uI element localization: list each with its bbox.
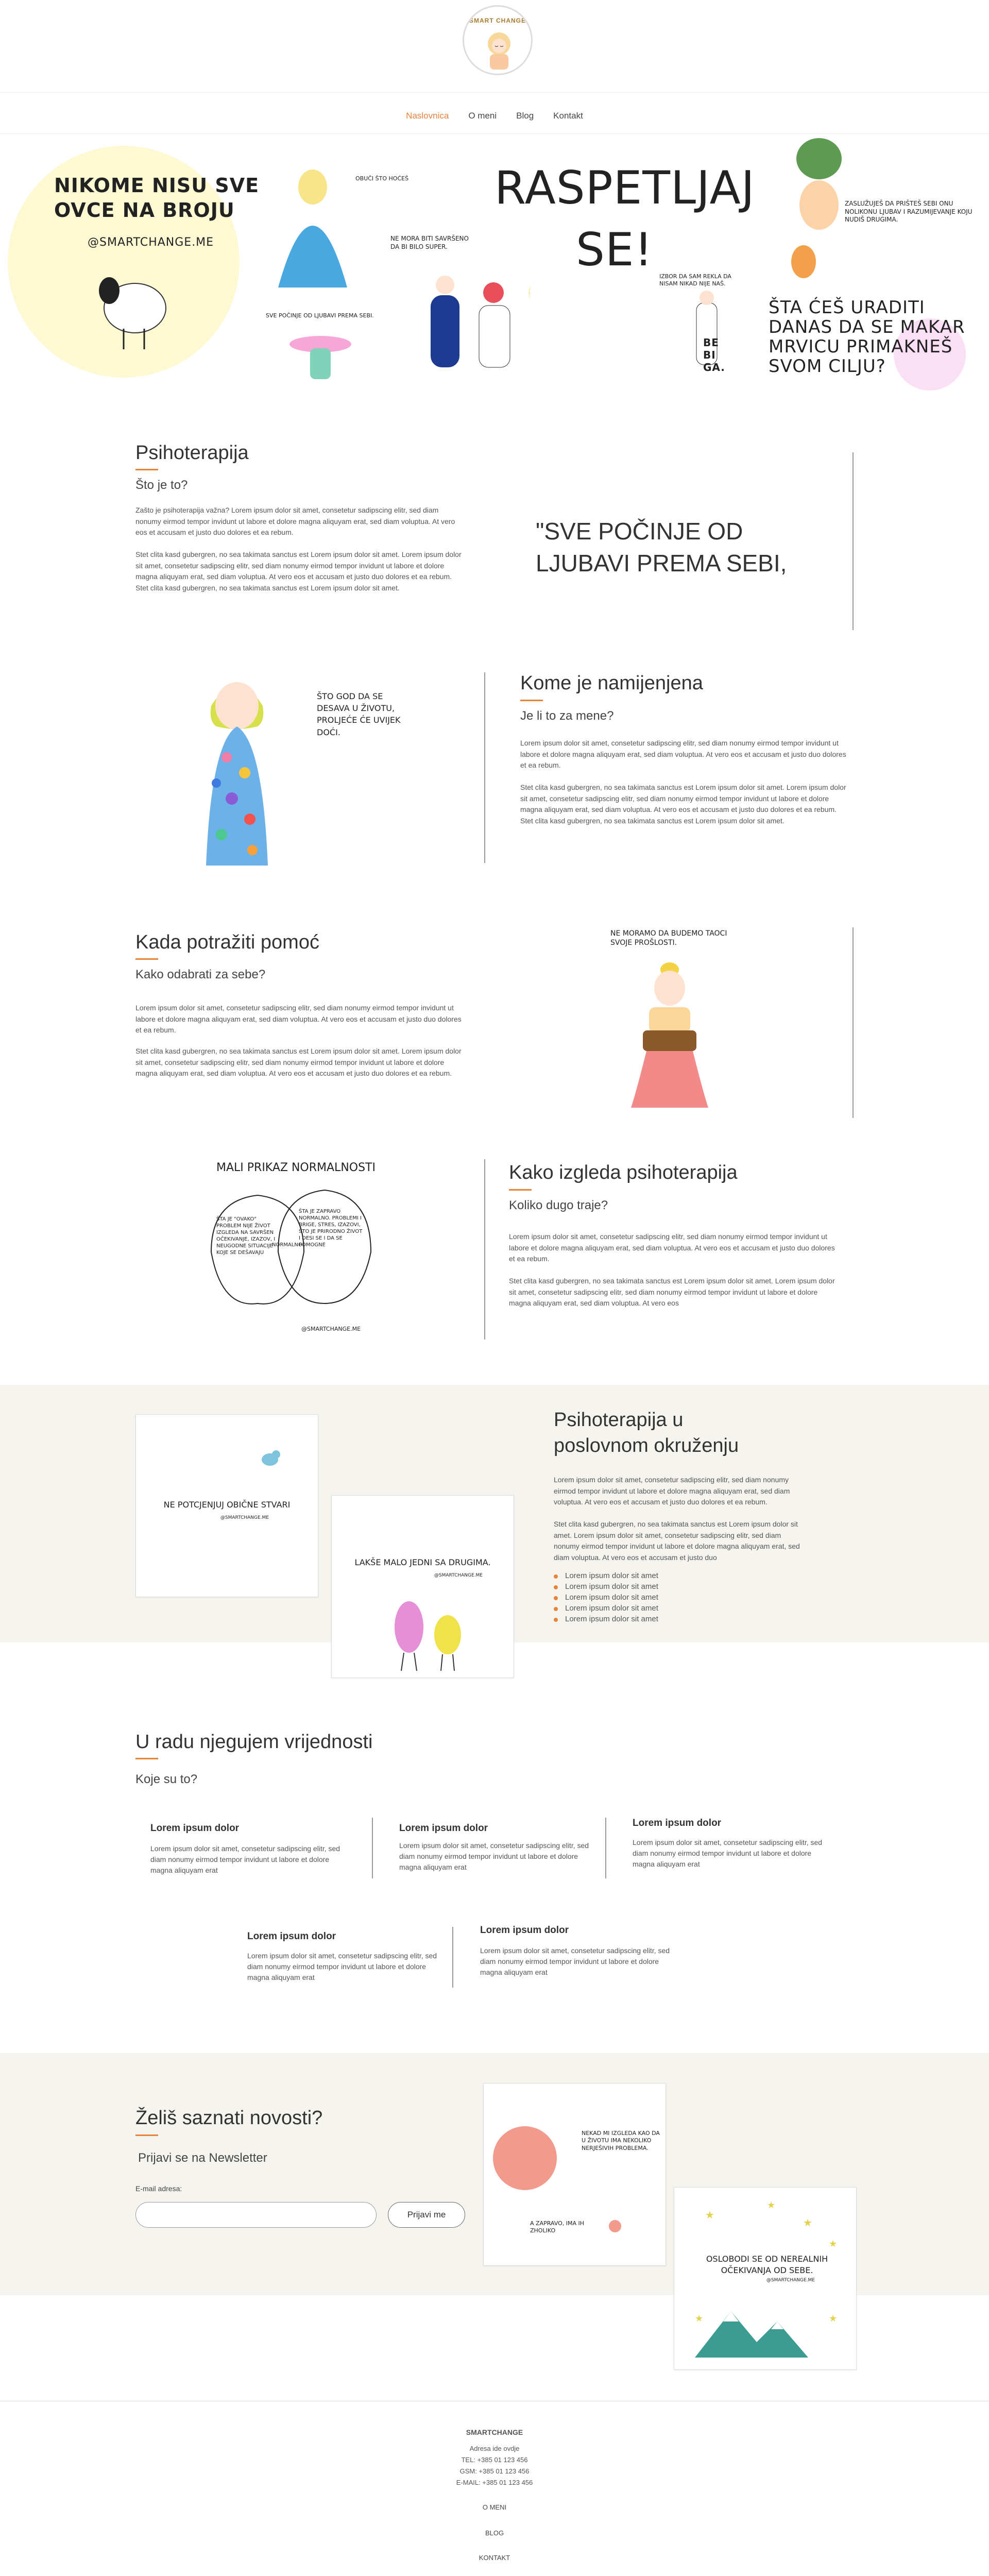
pomoc-accent (135, 958, 158, 960)
value-divider (452, 1927, 453, 1988)
footer (0, 2401, 989, 2576)
newsletter-card-1-bottom: A ZAPRAVO, IMA IH ZHOLIKO (530, 2220, 584, 2234)
poslovno-list-item: Lorem ipsum dolor sit amet (554, 1582, 760, 1591)
izgleda-accent (509, 1189, 532, 1191)
footer-address: Adresa ide ovdje (469, 2445, 520, 2452)
value-1-title: Lorem ipsum dolor (150, 1823, 240, 1834)
vrijednosti-accent (135, 1758, 158, 1759)
rope-girl-illustration (618, 958, 731, 1113)
footer-link-blog[interactable]: BLOG (485, 2529, 504, 2537)
banner-not-perfect: NE MORA BITI SAVRŠENO DA BI BILO SUPER. (390, 235, 469, 250)
izgleda-divider (484, 1159, 485, 1340)
poslovno-list-item: Lorem ipsum dolor sit amet (554, 1604, 760, 1613)
subscribe-button[interactable]: Prijavi me (388, 2202, 465, 2228)
namijenjena-p1: Lorem ipsum dolor sit amet, consetetur sadipscing elitr, sed diam nonumy eirmod tempor invidunt ut labore et dolore magna aliquyam erat, sed diam voluptua. At vero eos et accusam et justo duo dolores et ea rebum. (520, 739, 846, 770)
banner-dress-note: OBUČI ŠTO HOĆEŠ (355, 175, 409, 182)
nav-item-o-meni[interactable]: O meni (468, 110, 497, 121)
banner-heart-note: IZBOR DA SAM REKLA DA NISAM NIKAD NIJE NAŠ. (659, 273, 731, 287)
banner-sheep-handle: @SMARTCHANGE.ME (88, 236, 214, 249)
poslovno-list-item: Lorem ipsum dolor sit amet (554, 1615, 760, 1623)
izgleda-p2: Stet clita kasd gubergren, no sea takimata sanctus est Lorem ipsum dolor sit amet. Lorem ipsum dolor sit amet, consetetur sadipscing elitr, sed diam nonumy eirmod tempor invidunt ut labore et dolore magna aliquyam erat, sed diam voluptua. At vero eos (509, 1277, 835, 1308)
venn-handle: @SMARTCHANGE.ME (301, 1326, 361, 1332)
value-5-text: Lorem ipsum dolor sit amet, consetetur sadipscing elitr, sed diam nonumy eirmod tempor invidunt ut labore et dolore magna aliquyam erat (480, 1946, 670, 1976)
newsletter-card-1 (483, 2083, 666, 2266)
poslovno-card-2 (331, 1495, 514, 1678)
footer-link-kontakt[interactable]: KONTAKT (479, 2554, 510, 2562)
banner-love-note: SVE POČINJE OD LJUBAVI PREMA SEBI. (266, 312, 374, 319)
banner-be-big: BE BI GA. (703, 336, 725, 374)
namijenjena-title: Kome je namijenjena (520, 672, 703, 694)
vrijednosti-title: U radu njegujem vrijednosti (135, 1731, 373, 1753)
venn-left-text: ŠTA JE "OVAKO" PROBLEM NIJE ŽIVOT IZGLEDA NA SAVRŠEN OČEKIVANJE, IZAZOV, I NEUGODNE SITUACIJE KOJE SE DEŠAVAJU (216, 1216, 276, 1256)
newsletter-card-2-handle: @SMARTCHANGE.ME (766, 2278, 815, 2283)
value-3-text: Lorem ipsum dolor sit amet, consetetur sadipscing elitr, sed diam nonumy eirmod tempor invidunt ut labore et dolore magna aliquyam erat (633, 1838, 823, 1868)
psihoterapija-quote: "SVE POČINJE OD LJUBAVI PREMA SEBI, (536, 518, 787, 577)
banner-big-line1: RASPETLJAJ (494, 161, 755, 214)
izgleda-illustration-title: MALI PRIKAZ NORMALNOSTI (216, 1161, 376, 1174)
footer-gsm: GSM: +385 01 123 456 (459, 2467, 530, 2475)
value-divider (605, 1818, 606, 1878)
nav-item-blog[interactable]: Blog (516, 110, 534, 121)
header (0, 0, 989, 93)
psihoterapija-divider (852, 452, 854, 630)
flower-illustration-text: ŠTO GOD DA SE DESAVA U ŽIVOTU, PROLJEĆE ĆE UVIJEK DOĆI. (317, 691, 401, 737)
hero-banner (0, 138, 989, 396)
banner-sheep-line1: NIKOME NISU SVE (54, 174, 260, 197)
newsletter-title: Želiš saznati novosti? (135, 2107, 323, 2129)
poslovno-card-2-text: LAKŠE MALO JEDNI SA DRUGIMA. (354, 1557, 491, 1567)
poslovno-list-item: Lorem ipsum dolor sit amet (554, 1571, 760, 1580)
svg-text:★: ★ (695, 2313, 704, 2324)
email-label: E-mail adresa: (135, 2184, 182, 2193)
value-5-title: Lorem ipsum dolor (480, 1925, 569, 1936)
namijenjena-accent (520, 700, 543, 701)
bird-icon (254, 1443, 285, 1474)
psihoterapija-accent (135, 469, 158, 470)
value-4-text: Lorem ipsum dolor sit amet, consetetur sadipscing elitr, sed diam nonumy eirmod tempor invidunt ut labore et dolore magna aliquyam erat (247, 1952, 437, 1981)
footer-brand: SMARTCHANGE (466, 2428, 523, 2436)
footer-email: E-MAIL: +385 01 123 456 (456, 2479, 533, 2486)
email-input[interactable] (135, 2202, 377, 2228)
namijenjena-divider (484, 672, 485, 863)
poslovno-list (554, 1571, 760, 1625)
newsletter-accent (135, 2134, 158, 2136)
poslovno-p1: Lorem ipsum dolor sit amet, consetetur sadipscing elitr, sed diam nonumy eirmod tempor invidunt ut labore et dolore magna aliquyam erat, sed diam voluptua. At vero eos et accusam et justo duo dolores et ea rebum. (554, 1476, 790, 1506)
footer-tel: TEL: +385 01 123 456 (461, 2456, 528, 2464)
logo[interactable] (463, 5, 533, 75)
newsletter-card-1-text: NEKAD MI IZGLEDA KAO DA U ŽIVOTU IMA NEKOLIKO NERJEŠIVIH PROBLEMA. (582, 2130, 660, 2151)
poslovno-card-1-handle: @SMARTCHANGE.ME (220, 1515, 269, 1520)
value-divider (372, 1818, 373, 1878)
svg-text:★: ★ (829, 2313, 838, 2324)
newsletter-card-2-text: OSLOBODI SE OD NEREALNIH OČEKIVANJA OD SEBE. (706, 2254, 828, 2275)
footer-link-o-meni[interactable]: O MENI (482, 2503, 507, 2511)
psihoterapija-p1: Zašto je psihoterapija važna? Lorem ipsum dolor sit amet, consetetur sadipscing elitr, sed diam nonumy eirmod tempor invidunt ut labore et dolore magna aliquyam erat, sed diam voluptua. At vero eos et accusam et justo duo dolores et ea rebum. (135, 506, 455, 537)
banner-big-line2: SE! (576, 223, 653, 276)
banner-right-note: ZASLUŽUJEŠ DA PRIŠTEŠ SEBI ONU NOLIKONU LJUBAV I RAZUMIJEVANJE KOJU NUDIŠ DRUGIMA. (845, 200, 973, 224)
poslovno-title-line2: poslovnom okruženju (554, 1435, 739, 1456)
psihoterapija-p2: Stet clita kasd gubergren, no sea takimata sanctus est Lorem ipsum dolor sit amet. Lorem ipsum dolor sit amet, consetetur sadipscing elitr, sed diam nonumy eirmod tempor invidunt ut labore et dolore magna aliquyam erat, sed diam voluptua. At vero eos et accusam et justo duo dolores et ea rebum. Stet clita kasd gubergren, no sea takimata sanctus est Lorem ipsum dolor sit amet. (135, 550, 462, 592)
value-2-text: Lorem ipsum dolor sit amet, consetetur sadipscing elitr, sed diam nonumy eirmod tempor invidunt ut labore et dolore magna aliquyam erat (399, 1841, 589, 1871)
namijenjena-p2: Stet clita kasd gubergren, no sea takimata sanctus est Lorem ipsum dolor sit amet. Lorem ipsum dolor sit amet, consetetur sadipscing elitr, sed diam nonumy eirmod tempor invidunt ut labore et dolore magna aliquyam erat, sed diam voluptua. At vero eos et accusam et justo duo dolores et ea rebum. Stet clita kasd gubergren, no sea takimata sanctus est Lorem ipsum dolor sit amet. (520, 783, 846, 825)
svg-text:★: ★ (705, 2210, 714, 2221)
pink-circle-illustration (489, 2122, 561, 2194)
pomoc-p1: Lorem ipsum dolor sit amet, consetetur sadipscing elitr, sed diam nonumy eirmod tempor invidunt ut labore et dolore magna aliquyam erat, sed diam voluptua. At vero eos et accusam et justo duo dolores et ea rebum. (135, 1004, 462, 1035)
poslovno-card-2-handle: @SMARTCHANGE.ME (434, 1573, 483, 1578)
venn-right-text: ŠTA JE ZAPRAVO NORMALNO. PROBLEMI I BRIGE, STRES, IZAZOVI, ŠTO JE PRIRODNO ŽIVOT I DESI SE I DA SE POMOGNE (299, 1209, 363, 1248)
poslovno-card-1-text: NE POTCJENJUJ OBIČNE STVARI (163, 1500, 291, 1510)
small-pink-circle (607, 2218, 623, 2234)
poslovno-p2: Stet clita kasd gubergren, no sea takimata sanctus est Lorem ipsum dolor sit amet. Lorem ipsum dolor sit amet, consetetur sadipscing elitr, sed diam nonumy eirmod tempor invidunt ut labore et dolore magna aliquyam erat, sed diam voluptua. At vero eos et accusam et justo duo (554, 1520, 800, 1562)
value-4-title: Lorem ipsum dolor (247, 1931, 336, 1942)
main-nav (0, 98, 989, 134)
two-friends-illustration (378, 1588, 481, 1676)
newsletter-subtitle: Prijavi se na Newsletter (138, 2151, 267, 2165)
poslovno-card-1 (135, 1414, 318, 1597)
izgleda-subtitle: Koliko dugo traje? (509, 1198, 608, 1212)
pomoc-divider (852, 927, 854, 1118)
pomoc-illustration-text: NE MORAMO DA BUDEMO TAOCI SVOJE PROŠLOSTI. (610, 929, 727, 947)
vrijednosti-subtitle: Koje su to? (135, 1772, 198, 1786)
pomoc-subtitle: Kako odabrati za sebe? (135, 968, 266, 981)
nav-item-naslovnica[interactable]: Naslovnica (406, 110, 449, 121)
pomoc-p2: Stet clita kasd gubergren, no sea takimata sanctus est Lorem ipsum dolor sit amet. Lorem ipsum dolor sit amet, consetetur sadipscing elitr, sed diam nonumy eirmod tempor invidunt ut labore et dolore magna aliquyam erat, sed diam voluptua. At vero eos et accusam et justo duo dolores et ea rebum. (135, 1047, 462, 1078)
svg-text:★: ★ (803, 2217, 812, 2229)
value-3-title: Lorem ipsum dolor (633, 1818, 722, 1828)
newsletter-card-2 (674, 2187, 857, 2370)
banner-right-big: ŠTA ĆEŠ URADITI DANAS DA SE MAKAR MRVICU PRIMAKNEŠ SVOM CILJU? (769, 297, 965, 377)
venn-center-text: NORMALNO (272, 1242, 302, 1248)
logo-text: SMART CHANGE (469, 17, 526, 24)
poslovno-title-line1: Psihoterapija u (554, 1409, 684, 1431)
psihoterapija-subtitle: Što je to? (135, 478, 188, 492)
svg-text:★: ★ (767, 2200, 776, 2210)
logo-girl-illustration (464, 7, 533, 75)
banner-sheep-line2: OVCE NA BROJU (54, 199, 235, 222)
izgleda-title: Kako izgleda psihoterapija (509, 1162, 738, 1183)
value-1-text: Lorem ipsum dolor sit amet, consetetur sadipscing elitr, sed diam nonumy eirmod tempor invidunt ut labore et dolore magna aliquyam erat (150, 1844, 340, 1874)
pomoc-title: Kada potražiti pomoć (135, 931, 319, 953)
psihoterapija-title: Psihoterapija (135, 442, 249, 464)
namijenjena-subtitle: Je li to za mene? (520, 709, 614, 723)
izgleda-p1: Lorem ipsum dolor sit amet, consetetur sadipscing elitr, sed diam nonumy eirmod tempor invidunt ut labore et dolore magna aliquyam erat, sed diam voluptua. At vero eos et accusam et justo duo dolores et ea rebum. (509, 1232, 835, 1263)
svg-text:★: ★ (829, 2239, 838, 2249)
nav-item-kontakt[interactable]: Kontakt (553, 110, 583, 121)
poslovno-list-item: Lorem ipsum dolor sit amet (554, 1593, 760, 1602)
value-2-title: Lorem ipsum dolor (399, 1823, 488, 1834)
